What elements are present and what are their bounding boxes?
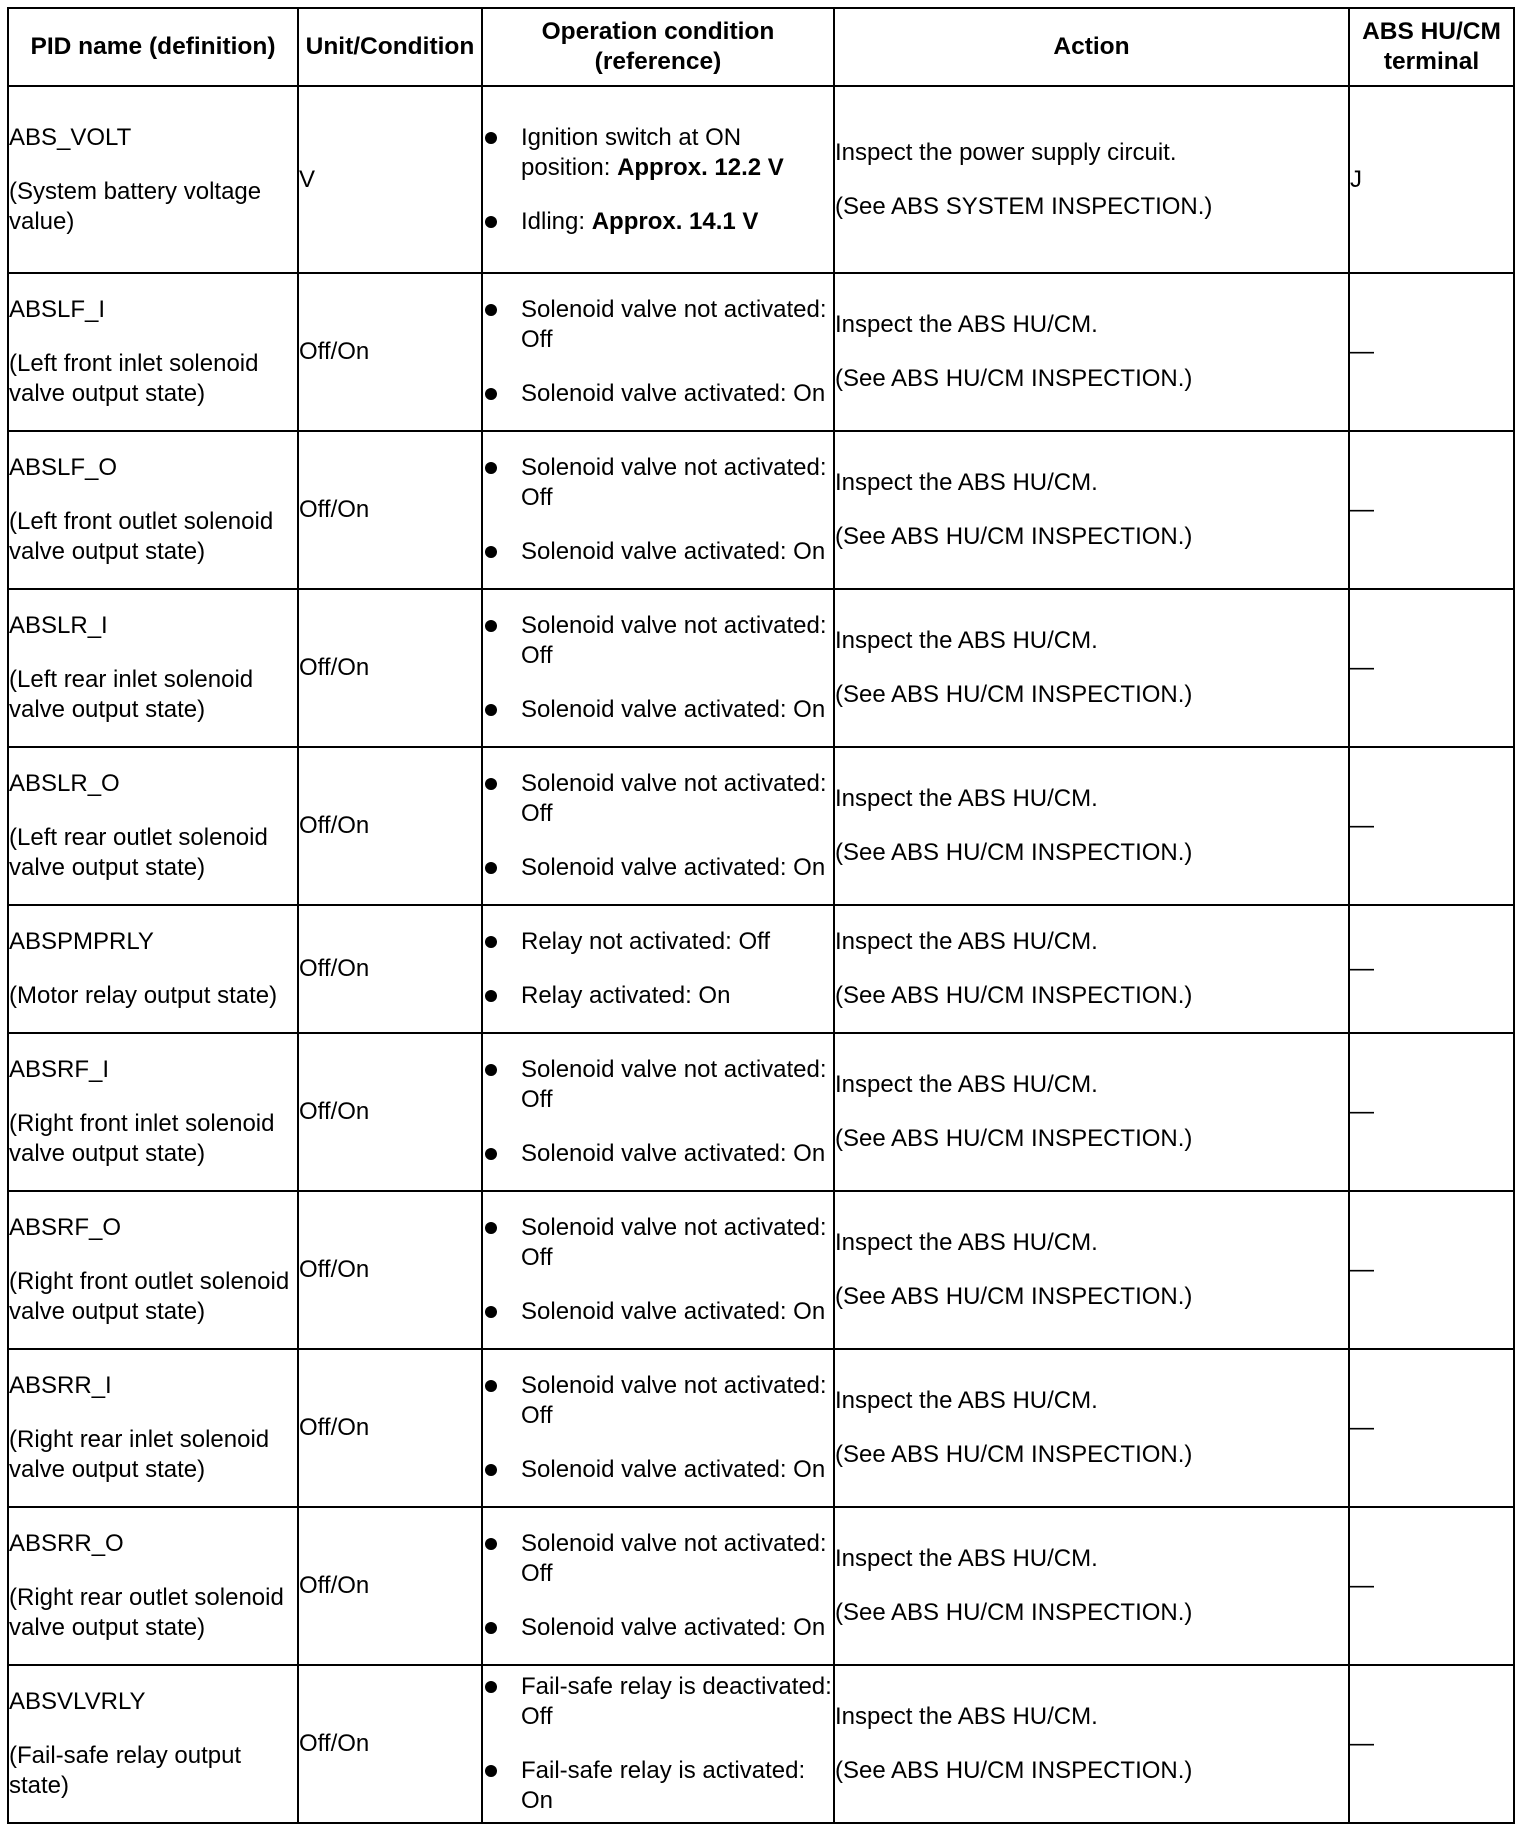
- terminal-cell: —: [1349, 905, 1514, 1033]
- pid-cell: [8, 589, 298, 747]
- pid-cell: [8, 273, 298, 431]
- condition-text: Solenoid valve activated: On: [521, 538, 826, 565]
- condition-text: Solenoid valve activated: On: [521, 1298, 826, 1325]
- action-cell: [834, 1665, 1349, 1823]
- condition-text: Ignition switch at ON position:: [521, 123, 742, 181]
- terminal-cell: —: [1349, 1349, 1514, 1507]
- pid-definition: (Right front outlet solenoid valve output state): [9, 1268, 290, 1325]
- action-reference: (See ABS HU/CM INSPECTION.): [835, 982, 1193, 1009]
- pid-name: ABSPMPRLY: [9, 928, 154, 955]
- action-text: Inspect the ABS HU/CM.: [835, 627, 1098, 654]
- pid-cell: [8, 1033, 298, 1191]
- header-pid: PID name (definition): [8, 8, 298, 86]
- condition-text: Solenoid valve not activated: Off: [521, 1372, 827, 1429]
- action-reference: (See ABS HU/CM INSPECTION.): [835, 365, 1193, 392]
- unit-cell: Off/On: [298, 1191, 482, 1349]
- condition-text: Solenoid valve not activated: Off: [521, 612, 827, 669]
- operation-cell: [482, 589, 834, 747]
- table-row: [8, 747, 1514, 905]
- condition-text: Solenoid valve activated: On: [521, 1456, 826, 1483]
- header-unit: Unit/Condition: [298, 8, 482, 86]
- condition-value: Approx. 12.2 V: [617, 153, 784, 181]
- condition-text: Relay not activated: Off: [521, 928, 771, 955]
- operation-cell: [482, 1191, 834, 1349]
- terminal-cell: —: [1349, 1033, 1514, 1191]
- operation-cell: [482, 273, 834, 431]
- condition-item: [483, 1139, 833, 1169]
- table-row: [8, 86, 1514, 273]
- action-text: Inspect the ABS HU/CM.: [835, 1387, 1098, 1414]
- pid-cell: [8, 86, 298, 273]
- unit-cell: V: [298, 86, 482, 273]
- condition-item: [483, 981, 833, 1011]
- condition-item: [483, 453, 833, 513]
- condition-text: Relay activated: On: [521, 982, 731, 1009]
- header-terminal: ABS HU/CM terminal: [1349, 8, 1514, 86]
- action-reference: (See ABS HU/CM INSPECTION.): [835, 1757, 1193, 1784]
- condition-item: [483, 123, 833, 183]
- condition-item: [483, 295, 833, 355]
- terminal-cell: —: [1349, 1191, 1514, 1349]
- condition-text: Solenoid valve not activated: Off: [521, 770, 827, 827]
- table-row: [8, 273, 1514, 431]
- pid-name: ABSRF_I: [9, 1056, 110, 1083]
- terminal-cell: —: [1349, 589, 1514, 747]
- action-cell: [834, 905, 1349, 1033]
- action-cell: [834, 589, 1349, 747]
- unit-cell: Off/On: [298, 431, 482, 589]
- pid-name: ABS_VOLT: [9, 123, 132, 151]
- action-reference: (See ABS HU/CM INSPECTION.): [835, 523, 1193, 550]
- operation-cell: [482, 747, 834, 905]
- terminal-cell: —: [1349, 747, 1514, 905]
- action-cell: [834, 273, 1349, 431]
- pid-cell: [8, 905, 298, 1033]
- action-cell: [834, 86, 1349, 273]
- terminal-cell: —: [1349, 273, 1514, 431]
- action-reference: (See ABS HU/CM INSPECTION.): [835, 1125, 1193, 1152]
- pid-definition: (Right front inlet solenoid valve output state): [9, 1110, 275, 1167]
- condition-text: Solenoid valve not activated: Off: [521, 454, 827, 511]
- action-reference: (See ABS HU/CM INSPECTION.): [835, 1441, 1193, 1468]
- condition-text: Solenoid valve activated: On: [521, 854, 826, 881]
- condition-text: Fail-safe relay is deactivated: Off: [521, 1673, 832, 1730]
- condition-text: Solenoid valve activated: On: [521, 380, 826, 407]
- pid-name: ABSRR_O: [9, 1530, 124, 1557]
- pid-cell: [8, 1191, 298, 1349]
- action-reference: (See ABS HU/CM INSPECTION.): [835, 839, 1193, 866]
- operation-cell: [482, 905, 834, 1033]
- terminal-cell: —: [1349, 431, 1514, 589]
- condition-text: Idling:: [521, 207, 592, 235]
- condition-item: [483, 611, 833, 671]
- pid-cell: [8, 1665, 298, 1823]
- pid-definition: (Right rear inlet solenoid valve output state): [9, 1426, 270, 1483]
- action-reference: (See ABS HU/CM INSPECTION.): [835, 1599, 1193, 1626]
- action-text: Inspect the ABS HU/CM.: [835, 1071, 1098, 1098]
- condition-text: Solenoid valve not activated: Off: [521, 1530, 827, 1587]
- pid-name: ABSRR_I: [9, 1372, 112, 1399]
- condition-item: [483, 207, 833, 237]
- action-cell: [834, 1033, 1349, 1191]
- condition-item: [483, 537, 833, 567]
- terminal-cell: —: [1349, 1507, 1514, 1665]
- pid-cell: [8, 747, 298, 905]
- condition-text: Solenoid valve activated: On: [521, 1614, 826, 1641]
- operation-cell: [482, 1665, 834, 1823]
- action-text: Inspect the ABS HU/CM.: [835, 1703, 1098, 1730]
- table-row: [8, 905, 1514, 1033]
- action-text: Inspect the ABS HU/CM.: [835, 928, 1098, 955]
- condition-item: [483, 379, 833, 409]
- table-row: [8, 1191, 1514, 1349]
- unit-cell: Off/On: [298, 905, 482, 1033]
- pid-name: ABSVLVRLY: [9, 1688, 146, 1715]
- operation-cell: [482, 1507, 834, 1665]
- table-row: [8, 1033, 1514, 1191]
- condition-item: [483, 1297, 833, 1327]
- condition-item: [483, 1529, 833, 1589]
- pid-cell: [8, 1507, 298, 1665]
- operation-cell: [482, 86, 834, 273]
- condition-value: Approx. 14.1 V: [591, 207, 759, 235]
- pid-definition: (Left rear outlet solenoid valve output state): [9, 824, 268, 881]
- operation-cell: [482, 431, 834, 589]
- condition-text: Solenoid valve not activated: Off: [521, 296, 827, 353]
- pid-cell: [8, 1349, 298, 1507]
- action-cell: [834, 747, 1349, 905]
- pid-name: ABSLR_O: [9, 770, 120, 797]
- table-row: [8, 1507, 1514, 1665]
- condition-item: [483, 769, 833, 829]
- unit-cell: Off/On: [298, 1033, 482, 1191]
- pid-table: [7, 7, 1515, 1824]
- action-reference: (See ABS SYSTEM INSPECTION.): [835, 192, 1213, 220]
- condition-item: [483, 1613, 833, 1643]
- pid-definition: (System battery voltage value): [9, 177, 262, 235]
- condition-item: [483, 1672, 833, 1732]
- action-text: Inspect the power supply circuit.: [835, 138, 1177, 166]
- condition-item: [483, 1055, 833, 1115]
- pid-cell: [8, 431, 298, 589]
- action-reference: (See ABS HU/CM INSPECTION.): [835, 1283, 1193, 1310]
- unit-cell: Off/On: [298, 747, 482, 905]
- condition-text: Fail-safe relay is activated: On: [521, 1757, 806, 1814]
- pid-definition: (Motor relay output state): [9, 982, 278, 1009]
- unit-cell: Off/On: [298, 589, 482, 747]
- condition-text: Solenoid valve not activated: Off: [521, 1214, 827, 1271]
- pid-definition: (Left rear inlet solenoid valve output state): [9, 666, 254, 723]
- table-row: [8, 1349, 1514, 1507]
- condition-item: [483, 927, 833, 957]
- action-text: Inspect the ABS HU/CM.: [835, 311, 1098, 338]
- action-text: Inspect the ABS HU/CM.: [835, 785, 1098, 812]
- terminal-cell: —: [1349, 1665, 1514, 1823]
- pid-definition: (Fail-safe relay output state): [9, 1742, 242, 1799]
- operation-cell: [482, 1033, 834, 1191]
- pid-definition: (Left front inlet solenoid valve output state): [9, 350, 259, 407]
- condition-text: Solenoid valve not activated: Off: [521, 1056, 827, 1113]
- condition-text: Solenoid valve activated: On: [521, 696, 826, 723]
- table-row: [8, 589, 1514, 747]
- unit-cell: Off/On: [298, 1349, 482, 1507]
- unit-cell: Off/On: [298, 273, 482, 431]
- operation-cell: [482, 1349, 834, 1507]
- table-row: [8, 1665, 1514, 1823]
- terminal-cell: J: [1349, 86, 1514, 273]
- action-cell: [834, 1349, 1349, 1507]
- pid-name: ABSRF_O: [9, 1214, 122, 1241]
- table-row: [8, 431, 1514, 589]
- unit-cell: Off/On: [298, 1665, 482, 1823]
- action-text: Inspect the ABS HU/CM.: [835, 1545, 1098, 1572]
- condition-item: [483, 1756, 833, 1816]
- header-operation: Operation condition (reference): [482, 8, 834, 86]
- pid-name: ABSLF_O: [9, 454, 118, 481]
- action-cell: [834, 431, 1349, 589]
- condition-item: [483, 695, 833, 725]
- condition-text: Solenoid valve activated: On: [521, 1140, 826, 1167]
- action-text: Inspect the ABS HU/CM.: [835, 1229, 1098, 1256]
- condition-item: [483, 1213, 833, 1273]
- condition-item: [483, 1455, 833, 1485]
- unit-cell: Off/On: [298, 1507, 482, 1665]
- header-row: [8, 8, 1514, 86]
- pid-name: ABSLR_I: [9, 612, 108, 639]
- action-text: Inspect the ABS HU/CM.: [835, 469, 1098, 496]
- pid-definition: (Right rear outlet solenoid valve output state): [9, 1584, 284, 1641]
- pid-definition: (Left front outlet solenoid valve output state): [9, 508, 274, 565]
- action-reference: (See ABS HU/CM INSPECTION.): [835, 681, 1193, 708]
- header-action: Action: [834, 8, 1349, 86]
- action-cell: [834, 1507, 1349, 1665]
- pid-name: ABSLF_I: [9, 296, 106, 323]
- condition-item: [483, 853, 833, 883]
- action-cell: [834, 1191, 1349, 1349]
- condition-item: [483, 1371, 833, 1431]
